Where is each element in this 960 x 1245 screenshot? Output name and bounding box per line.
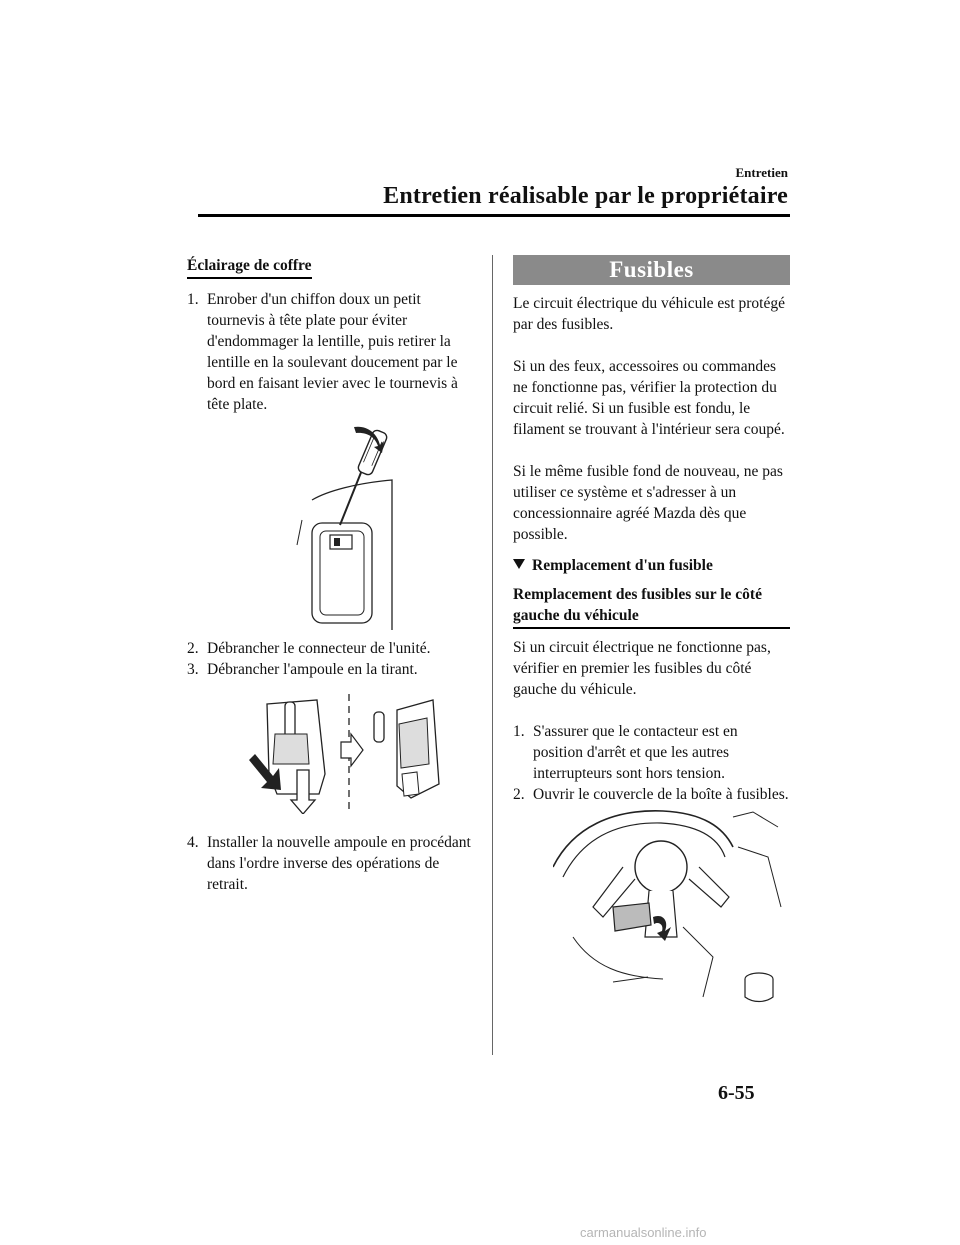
right-column — [513, 255, 790, 1012]
step-number: 1. — [187, 291, 199, 308]
paragraph: Si le même fusible fond de nouveau, ne pas utiliser ce système et s'adresser à un concessionnaire agréé Mazda dès que possible. — [513, 463, 783, 543]
step-1 — [187, 289, 479, 415]
column-divider — [492, 255, 493, 1055]
bulb-removal-illustration — [247, 694, 479, 814]
bullet-heading: Remplacement d'un fusible — [513, 555, 790, 576]
step-number: 2. — [513, 786, 525, 803]
step-text: Débrancher l'ampoule en la tirant. — [207, 661, 418, 678]
step-text: Débrancher le connecteur de l'unité. — [207, 640, 431, 657]
lens-removal-illustration — [292, 425, 479, 630]
page-number: 6-55 — [718, 1082, 755, 1104]
paragraph: Le circuit électrique du véhicule est protégé par des fusibles. — [513, 295, 785, 333]
step-number: 3. — [187, 661, 199, 678]
header-rule — [198, 214, 790, 217]
fuse-box-cover-illustration — [553, 807, 790, 1012]
step-number: 1. — [513, 723, 525, 740]
step-text: Installer la nouvelle ampoule en procédant dans l'ordre inverse des opérations de retrait. — [207, 834, 471, 893]
step-2 — [187, 638, 479, 659]
paragraph: Si un des feux, accessoires ou commandes ne fonctionne pas, vérifier la protection du circuit relié. Si un fusible est fondu, le filament se trouvant à l'intérieur sera coupé. — [513, 358, 785, 438]
section-label: Entretien — [735, 165, 788, 180]
page-title: Entretien réalisable par le propriétaire — [383, 183, 788, 209]
step-4 — [187, 832, 479, 895]
right-step-1 — [513, 721, 790, 784]
left-subheading: Éclairage de coffre — [187, 255, 312, 279]
step-3 — [187, 659, 479, 680]
step-text: S'assurer que le contacteur est en position d'arrêt et que les autres interrupteurs sont hors tension. — [533, 723, 738, 782]
step-text: Ouvrir le couvercle de la boîte à fusibles. — [533, 786, 789, 803]
triangle-bullet-icon — [513, 559, 525, 569]
right-subheading: Remplacement des fusibles sur le côté gauche du véhicule — [513, 584, 790, 629]
right-step-2 — [513, 784, 790, 805]
step-text: Enrober d'un chiffon doux un petit tournevis à tête plate pour éviter d'endommager la lentille, puis retirer la lentille en la soulevant doucement par le bord en faisant levier avec le tournevis à tête plate. — [207, 291, 458, 413]
step-number: 4. — [187, 834, 199, 851]
left-column — [187, 255, 479, 895]
paragraph: Si un circuit électrique ne fonctionne pas, vérifier en premier les fusibles du côté gauche du véhicule. — [513, 639, 771, 698]
fuses-banner: Fusibles — [513, 255, 790, 285]
step-number: 2. — [187, 640, 199, 657]
watermark: carmanualsonline.info — [580, 1225, 707, 1240]
